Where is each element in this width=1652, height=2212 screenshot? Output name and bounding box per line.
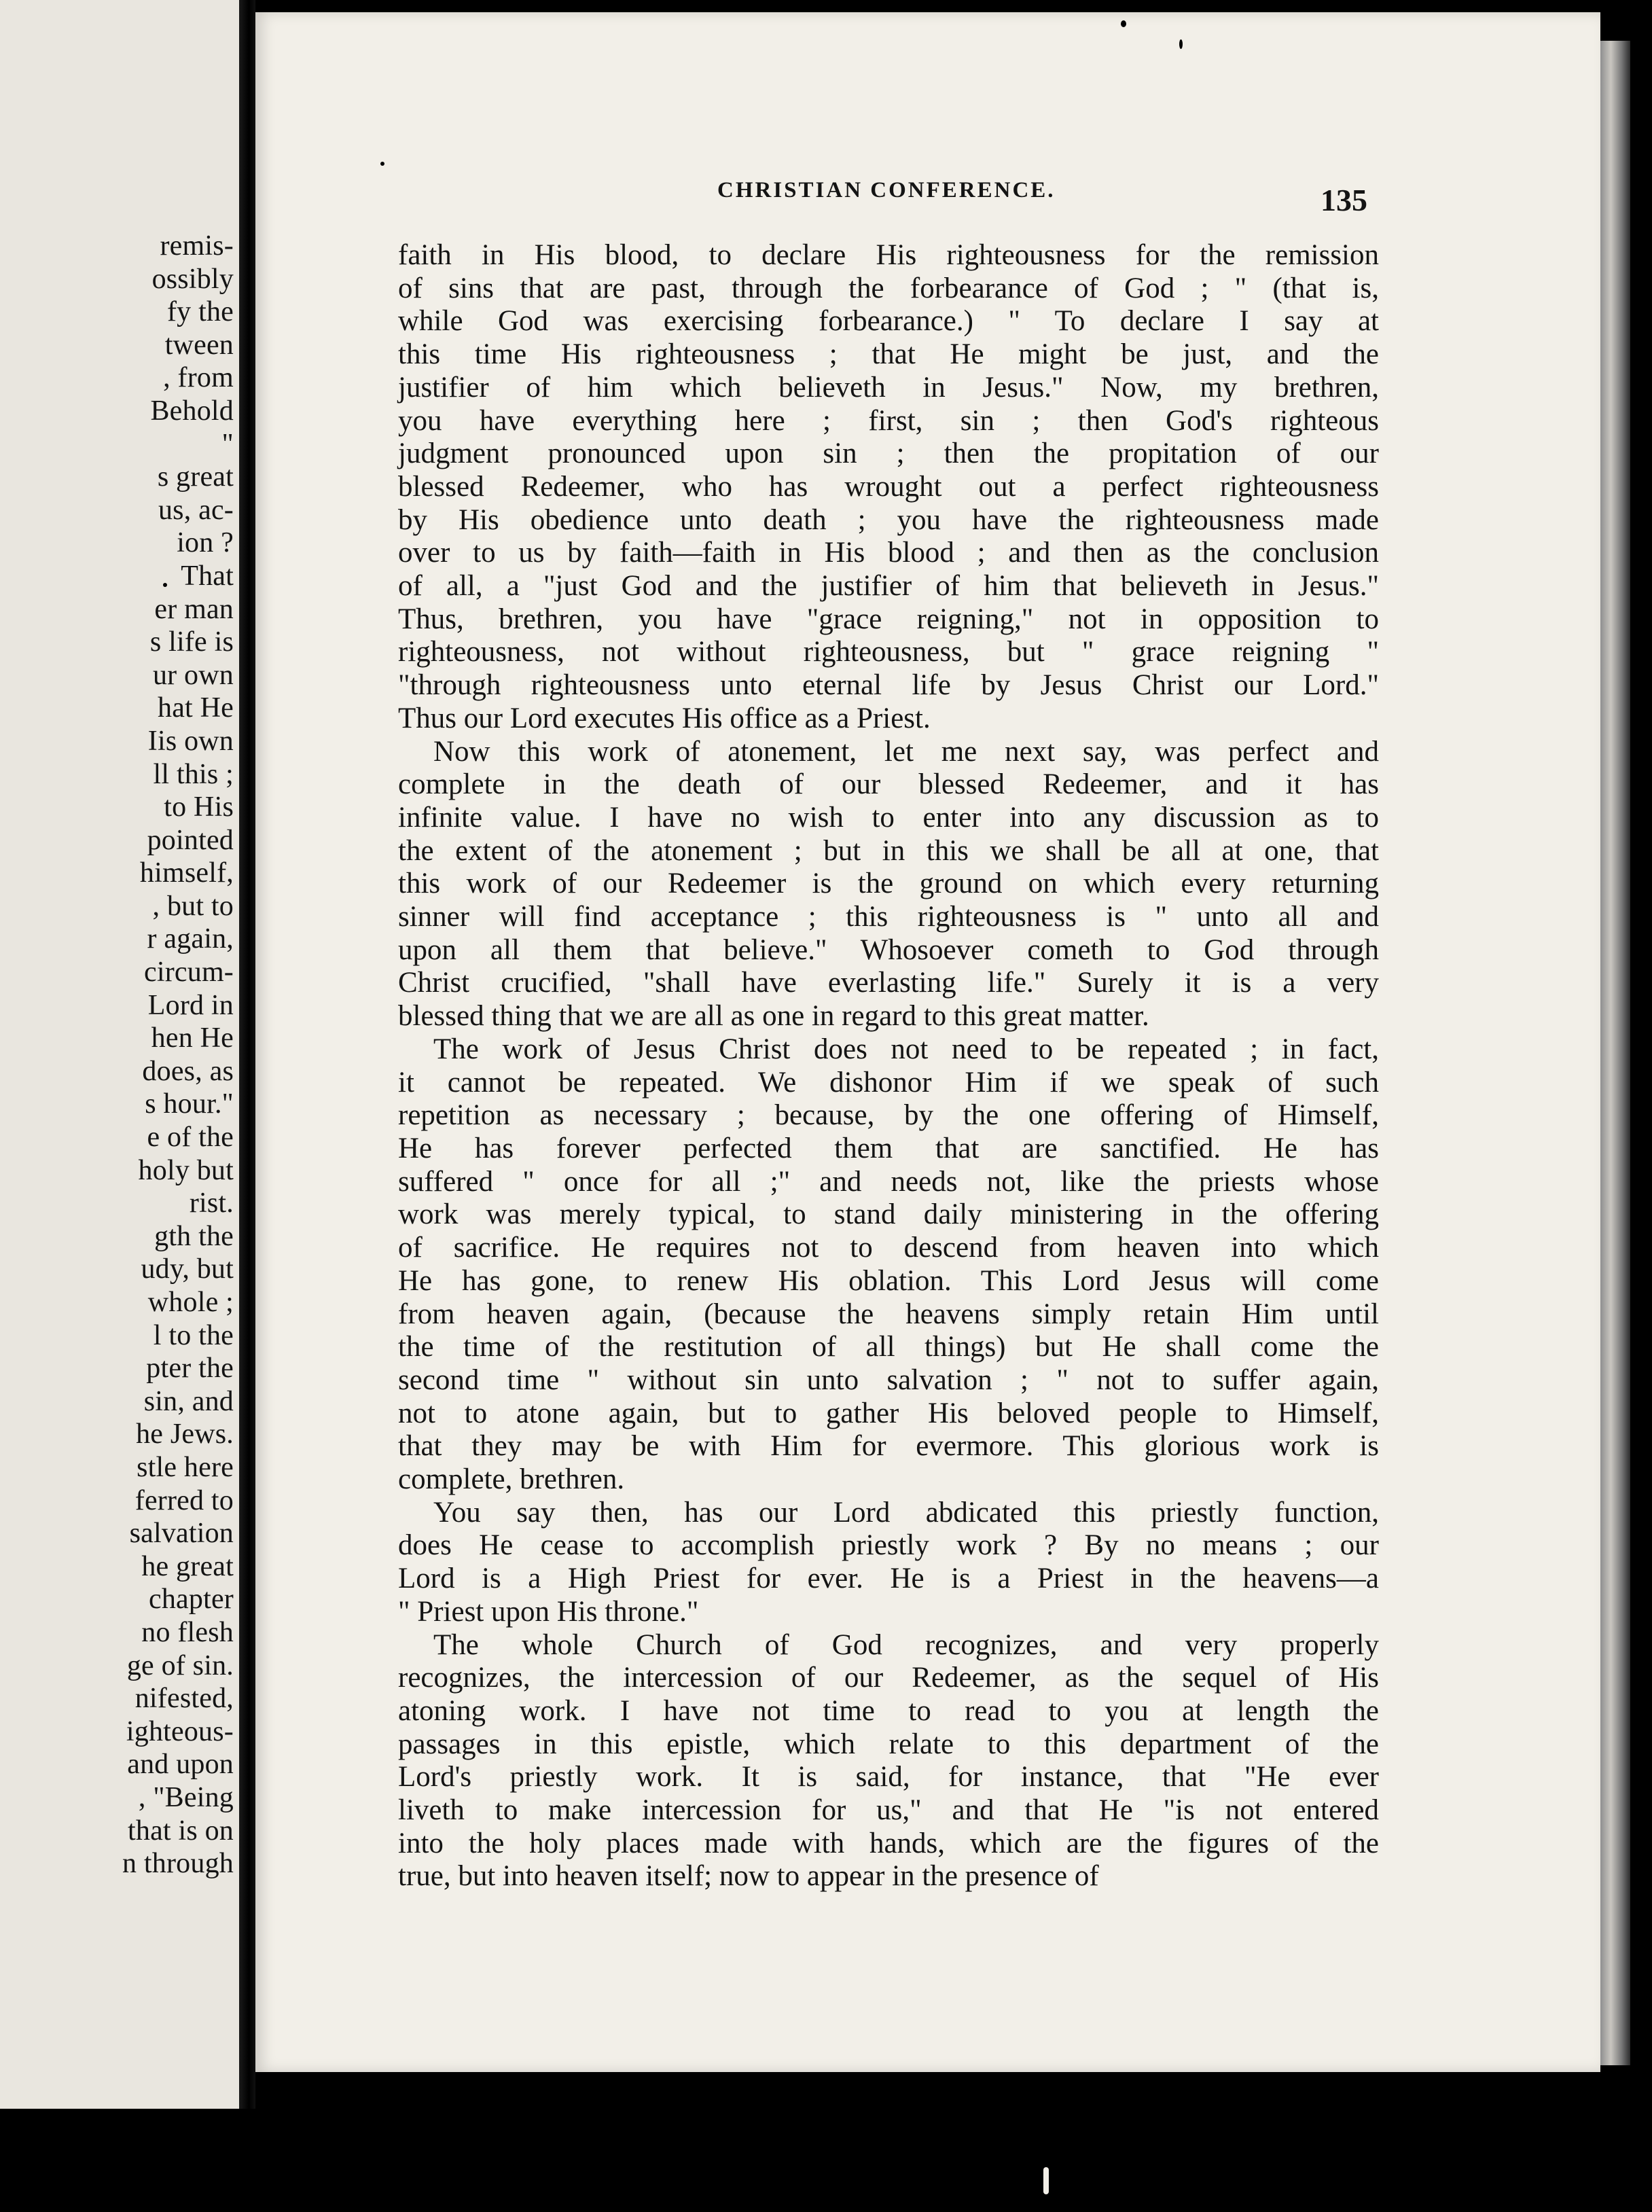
text-line: passages in this epistle, which relate to this department of the [398, 1728, 1379, 1760]
facing-page-line: ge of sin. [126, 1649, 234, 1681]
text-line: blessed Redeemer, who has wrought out a perfect righteousness [398, 470, 1379, 503]
text-line: justifier of him which believeth in Jesus." Now, my brethren, [398, 371, 1379, 404]
text-line: Thus, brethren, you have "grace reigning," not in opposition to [398, 603, 1379, 635]
facing-page-line: himself, [139, 857, 234, 889]
facing-page-line: ossibly [151, 263, 234, 295]
paragraph [398, 239, 1379, 736]
text-line: Now this work of atonement, let me next say, was perfect and [433, 735, 1379, 768]
text-line: not to atone again, but to gather His beloved people to Himself, [398, 1397, 1379, 1429]
text-line: this time His righteousness ; that He might be just, and the [398, 338, 1379, 371]
facing-page-text [0, 230, 234, 1880]
facing-page-line: holy but [138, 1154, 234, 1186]
text-line: blessed thing that we are all as one in regard to this great matter. [398, 1000, 1149, 1033]
facing-page-line: rist. [189, 1188, 234, 1219]
facing-page-line: hat He [158, 692, 234, 724]
facing-page-line: remis- [160, 230, 234, 262]
text-line: it cannot be repeated. We dishonor Him if we speak of such [398, 1066, 1379, 1099]
text-line: The work of Jesus Christ does not need to be repeated ; in fact, [433, 1033, 1379, 1065]
facing-page-line: ighteous- [126, 1715, 234, 1747]
facing-page-line: hen He [151, 1022, 234, 1054]
facing-page-line: s life is [149, 626, 234, 658]
text-line: from heaven again, (because the heavens simply retain Him until [398, 1298, 1379, 1330]
text-line: liveth to make intercession for us," and that He "is not entered [398, 1794, 1379, 1827]
facing-page-line: , "Being [138, 1781, 234, 1813]
facing-page-line: ferred to [134, 1484, 234, 1516]
text-line: Christ crucified, "shall have everlasting life." Surely it is a very [398, 967, 1379, 999]
facing-page-line: to His [164, 791, 234, 823]
scan-speck [380, 162, 384, 166]
paragraph [398, 1033, 1379, 1497]
facing-page-line: r again, [147, 923, 234, 955]
facing-page-line: whole ; [147, 1287, 234, 1318]
scan-speck [1121, 20, 1126, 27]
facing-page-line: s great [157, 461, 234, 493]
text-line: of all, a "just God and the justifier of him that believeth in Jesus." [398, 570, 1379, 603]
facing-page-line: s hour." [145, 1088, 234, 1120]
facing-page-line: and upon [127, 1749, 234, 1781]
text-line: of sins that are past, through the forbearance of God ; " (that is, [398, 272, 1379, 304]
facing-page-line: chapter [149, 1584, 234, 1616]
text-line: He has forever perfected them that are sanctified. He has [398, 1132, 1379, 1164]
text-line: over to us by faith—faith in His blood ; and then as the conclusion [398, 537, 1379, 569]
text-line: suffered " once for all ;" and needs not, like the priests whose [398, 1165, 1379, 1198]
text-line: Thus our Lord executes His office as a Priest. [398, 702, 931, 734]
text-line: complete in the death of our blessed Redeemer, and it has [398, 768, 1379, 801]
facing-page-line: ll this ; [153, 758, 234, 790]
facing-page-line: fy the [167, 296, 234, 328]
facing-page-line: l to the [153, 1319, 234, 1351]
facing-page-line: pter the [146, 1353, 234, 1385]
scan-speck [163, 583, 167, 587]
text-line: repetition as necessary ; because, by the one offering of Himself, [398, 1099, 1379, 1132]
facing-page-line: circum- [144, 957, 234, 988]
text-line: righteousness, not without righteousness, but " grace reigning " [398, 636, 1379, 668]
book-gutter [239, 0, 255, 2109]
page-edge [1600, 41, 1630, 2065]
text-line: infinite value. I have no wish to enter into any discussion as to [398, 801, 1379, 834]
text-line: The whole Church of God recognizes, and very properly [433, 1628, 1379, 1661]
facing-page-line: he Jews. [136, 1419, 234, 1450]
facing-page-line: sin, and [143, 1385, 234, 1417]
facing-page-line: ion ? [177, 527, 234, 559]
facing-page-line: Lord in [147, 989, 234, 1021]
facing-page-line: , from [163, 362, 234, 394]
facing-page-line: us, ac- [158, 494, 234, 526]
text-line: that they may be with Him for evermore. This glorious work is [398, 1430, 1379, 1463]
text-line: this work of our Redeemer is the ground on which every returning [398, 868, 1379, 900]
text-line: while God was exercising forbearance.) " To declare I say at [398, 305, 1379, 338]
scan-speck [1043, 2167, 1049, 2194]
facing-page-line: er man [154, 593, 234, 625]
text-line: atoning work. I have not time to read to you at length the [398, 1694, 1379, 1727]
text-line: You say then, has our Lord abdicated this priestly function, [433, 1496, 1379, 1529]
facing-page-line: gth the [154, 1220, 234, 1252]
text-line: second time " without sin unto salvation ; " not to suffer again, [398, 1363, 1379, 1396]
facing-page-line: Behold [150, 395, 234, 427]
facing-page-line: pointed [147, 824, 234, 856]
facing-page-line: udy, but [141, 1253, 234, 1285]
text-line: into the holy places made with hands, which are the figures of the [398, 1827, 1379, 1859]
facing-page-line: he great [141, 1550, 234, 1582]
text-line: upon all them that believe." Whosoever cometh to God through [398, 933, 1379, 966]
text-line: true, but into heaven itself; now to appear in the presence of [398, 1860, 1099, 1893]
facing-page-line: no flesh [141, 1616, 234, 1648]
scan-speck [1179, 39, 1183, 49]
paragraph [398, 736, 1379, 1033]
text-line: " Priest upon His throne." [398, 1595, 699, 1628]
page-number: 135 [1321, 183, 1367, 217]
text-line: faith in His blood, to declare His righteousness for the remission [398, 239, 1379, 271]
facing-page-line: Iis own [147, 725, 234, 757]
text-line: complete, brethren. [398, 1463, 625, 1496]
text-line: judgment pronounced upon sin ; then the propitation of our [398, 438, 1379, 470]
facing-page-line: stle here [137, 1451, 234, 1483]
facing-page-line: ur own [152, 659, 234, 691]
facing-page-line: , but to [152, 890, 234, 922]
text-line: of sacrifice. He requires not to descend from heaven into which [398, 1232, 1379, 1264]
text-line: Lord's priestly work. It is said, for instance, that "He ever [398, 1761, 1379, 1794]
paragraph [398, 1629, 1379, 1894]
facing-page-line: does, as [142, 1055, 234, 1087]
text-line: by His obedience unto death ; you have the righteousness made [398, 503, 1379, 536]
facing-page-line: n through [122, 1848, 234, 1880]
text-line: sinner will find acceptance ; this righteousness is " unto all and [398, 901, 1379, 933]
text-line: Lord is a High Priest for ever. He is a Priest in the heavens—a [398, 1563, 1379, 1595]
facing-page-line: e of the [147, 1122, 234, 1154]
text-line: work was merely typical, to stand daily ministering in the offering [398, 1198, 1379, 1231]
text-line: you have everything here ; first, sin ; then God's righteous [398, 404, 1379, 437]
paragraph [398, 1497, 1379, 1629]
text-line: the time of the restitution of all things) but He shall come the [398, 1331, 1379, 1363]
text-line: recognizes, the intercession of our Redeemer, as the sequel of His [398, 1662, 1379, 1694]
running-head: CHRISTIAN CONFERENCE. [717, 178, 1056, 202]
facing-page-line: nifested, [134, 1683, 234, 1715]
facing-page-line: " [221, 428, 234, 460]
facing-page-line: tween [164, 329, 234, 361]
facing-page-left [0, 0, 239, 2109]
text-line: He has gone, to renew His oblation. This Lord Jesus will come [398, 1264, 1379, 1297]
text-line: "through righteousness unto eternal life by Jesus Christ our Lord." [398, 669, 1379, 702]
text-line: does He cease to accomplish priestly work ? By no means ; our [398, 1529, 1379, 1562]
facing-page-line: That [181, 560, 234, 592]
text-line: the extent of the atonement ; but in this we shall be all at one, that [398, 834, 1379, 867]
facing-page-line: that is on [128, 1815, 234, 1847]
body-text [398, 239, 1379, 1893]
facing-page-line: salvation [129, 1518, 234, 1550]
